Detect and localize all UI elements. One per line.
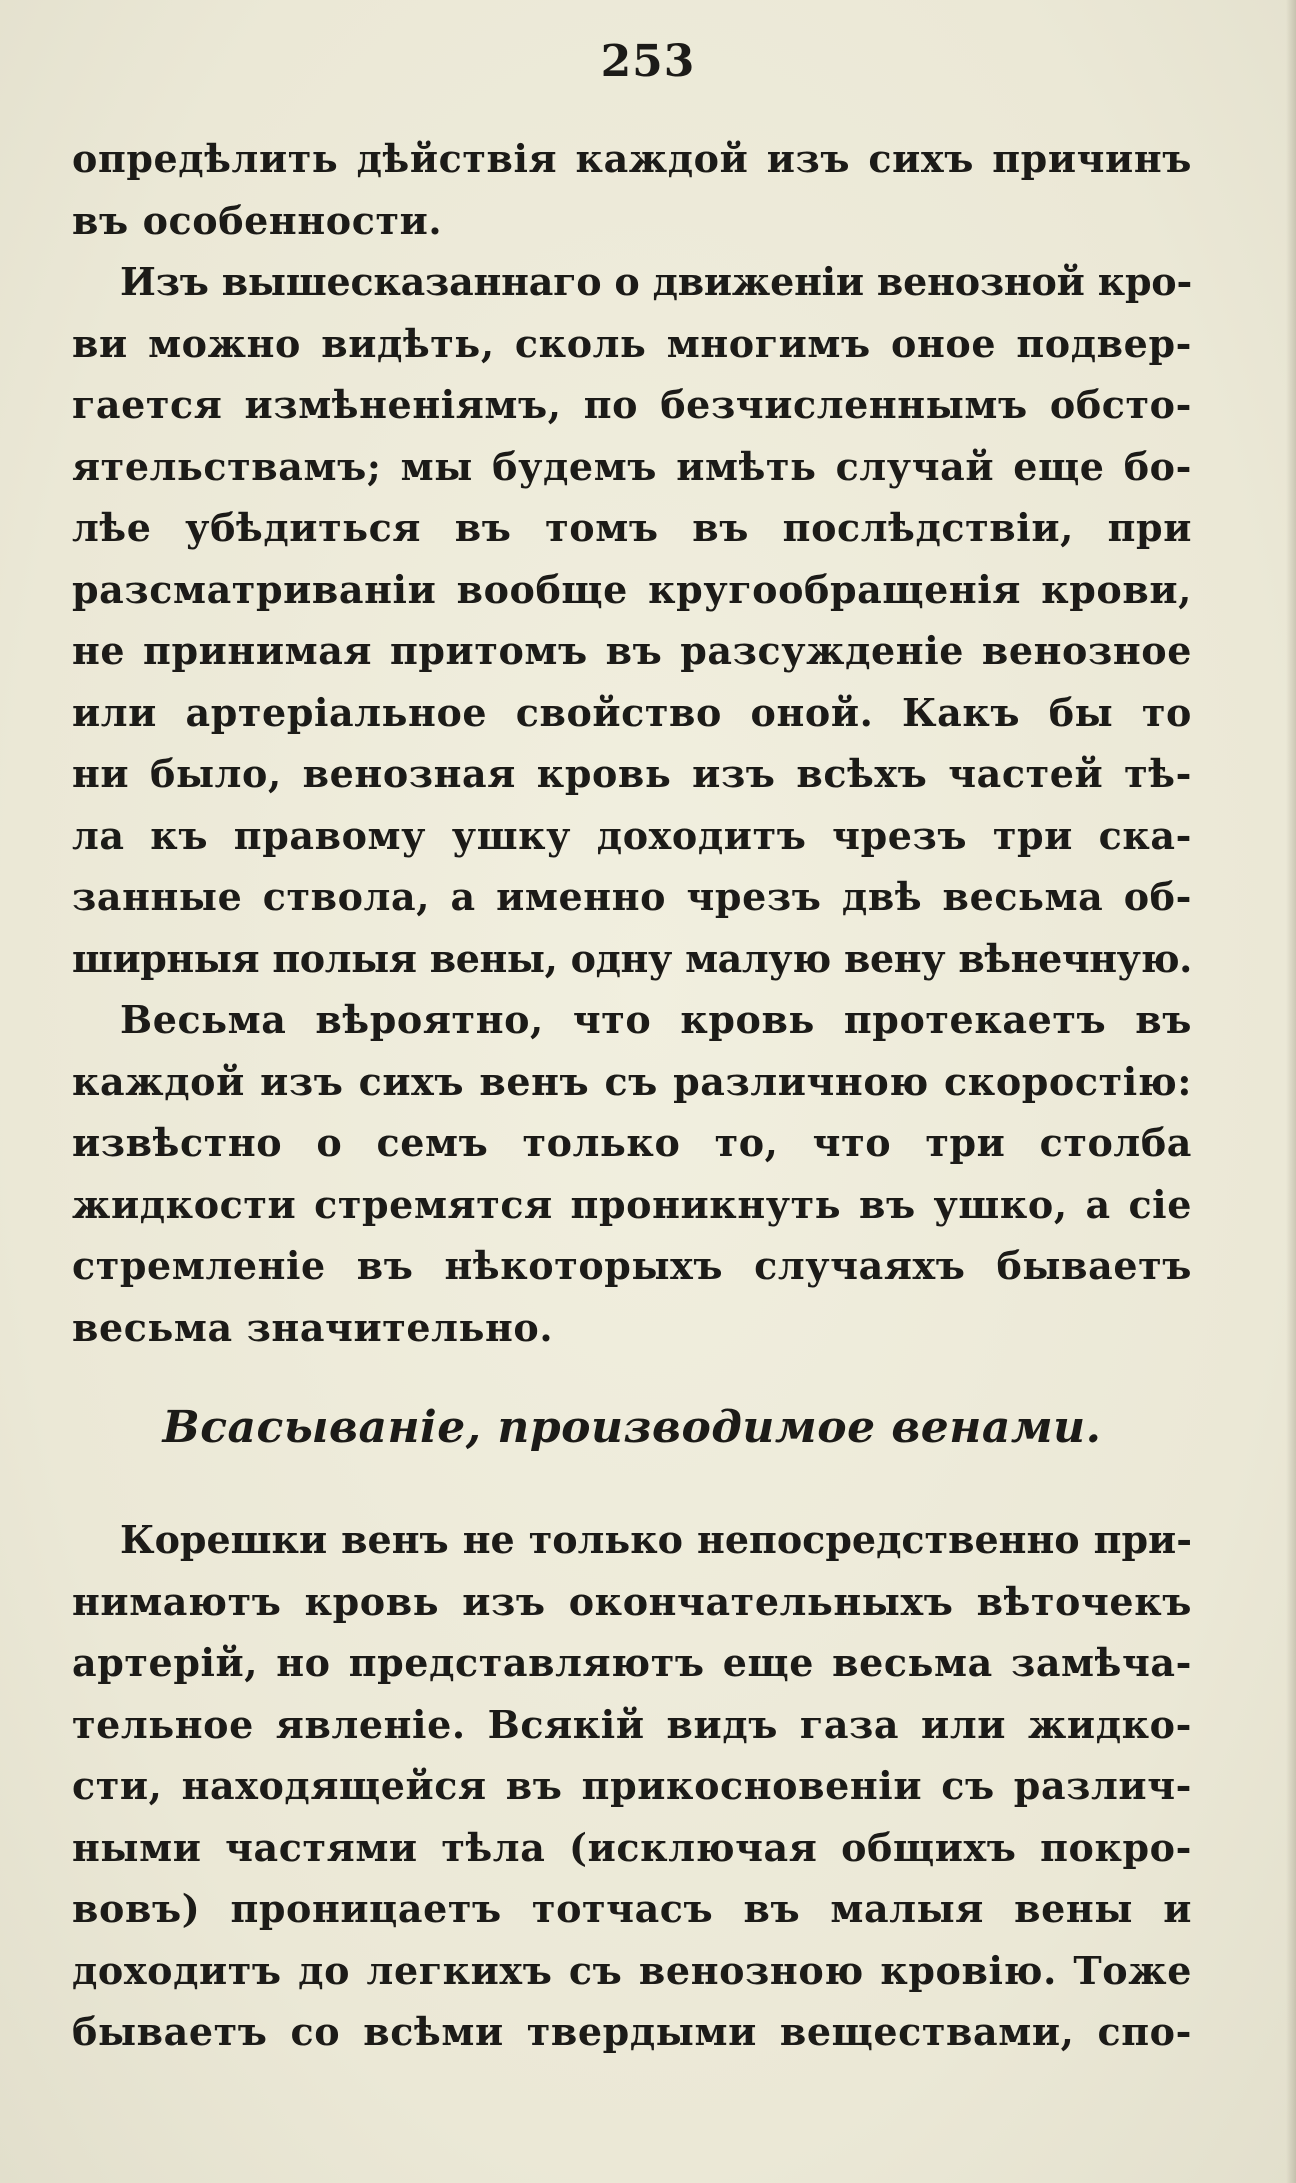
text-line: не принимая притомъ въ разсужденіе венозное	[72, 628, 1192, 673]
text-line: ятельствамъ; мы будемъ имѣть случай еще бо-	[72, 443, 1192, 489]
text-line: стремленіе въ нѣкоторыхъ случаяхъ бываетъ	[72, 1243, 1192, 1288]
text-line: ными частями тѣла (исключая общихъ покро-	[72, 1824, 1192, 1870]
page-number: 253	[600, 36, 696, 87]
text-line: ла къ правому ушку доходитъ чрезъ три ска-	[72, 812, 1192, 858]
text-line: ширныя полыя вены, одну малую вену вѣнечную.	[72, 935, 1192, 981]
text-line: доходитъ до легкихъ съ венозною кровію. Тоже	[72, 1947, 1192, 1993]
section-heading: Всасываніе, производимое венами.	[162, 1402, 1102, 1453]
text-line: каждой изъ сихъ венъ съ различною скоростію:	[72, 1058, 1192, 1104]
text-line: разсматриваніи вообще кругообращенія крови,	[72, 566, 1192, 612]
text-line: ви можно видѣть, сколь многимъ оное подвер-	[72, 320, 1192, 366]
text-line: извѣстно о семъ только то, что три столба	[72, 1120, 1192, 1165]
text-line: или артеріальное свойство оной. Какъ бы то	[72, 689, 1192, 735]
text-line: вовъ) проницаетъ тотчасъ въ малыя вены и	[72, 1886, 1192, 1931]
page-edge-shadow	[1286, 0, 1296, 2183]
text-line: сти, находящейся въ прикосновеніи съ различ-	[72, 1763, 1192, 1808]
text-line: въ особенности.	[72, 197, 443, 243]
text-line: гается измѣненіямъ, по безчисленнымъ обсто-	[72, 382, 1192, 427]
text-line: Изъ вышесказаннаго о движеніи венозной кро-	[120, 259, 1193, 304]
text-line: Весьма вѣроятно, что кровь протекаетъ въ	[120, 997, 1192, 1042]
text-line: Корешки венъ не только непосредственно при-	[120, 1517, 1192, 1562]
text-line: опредѣлить дѣйствія каждой изъ сихъ причинъ	[72, 136, 1192, 181]
text-line: лѣе убѣдиться въ томъ въ послѣдствіи, при	[72, 505, 1192, 550]
text-line: ни было, венозная кровь изъ всѣхъ частей тѣ-	[72, 751, 1192, 796]
page-body	[72, 128, 1192, 2063]
text-line: бываетъ со всѣми твердыми веществами, спо-	[72, 2009, 1192, 2054]
text-line: тельное явленіе. Всякій видъ газа или жидко-	[72, 1701, 1192, 1747]
text-line: весьма значительно.	[72, 1304, 554, 1350]
text-line: артерій, но представляютъ еще весьма замѣча-	[72, 1640, 1192, 1685]
text-line: занные ствола, а именно чрезъ двѣ весьма об-	[72, 874, 1192, 919]
text-line: нимаютъ кровь изъ окончательныхъ вѣточекъ	[72, 1578, 1192, 1624]
text-line: жидкости стремятся проникнуть въ ушко, а сіе	[72, 1181, 1192, 1227]
